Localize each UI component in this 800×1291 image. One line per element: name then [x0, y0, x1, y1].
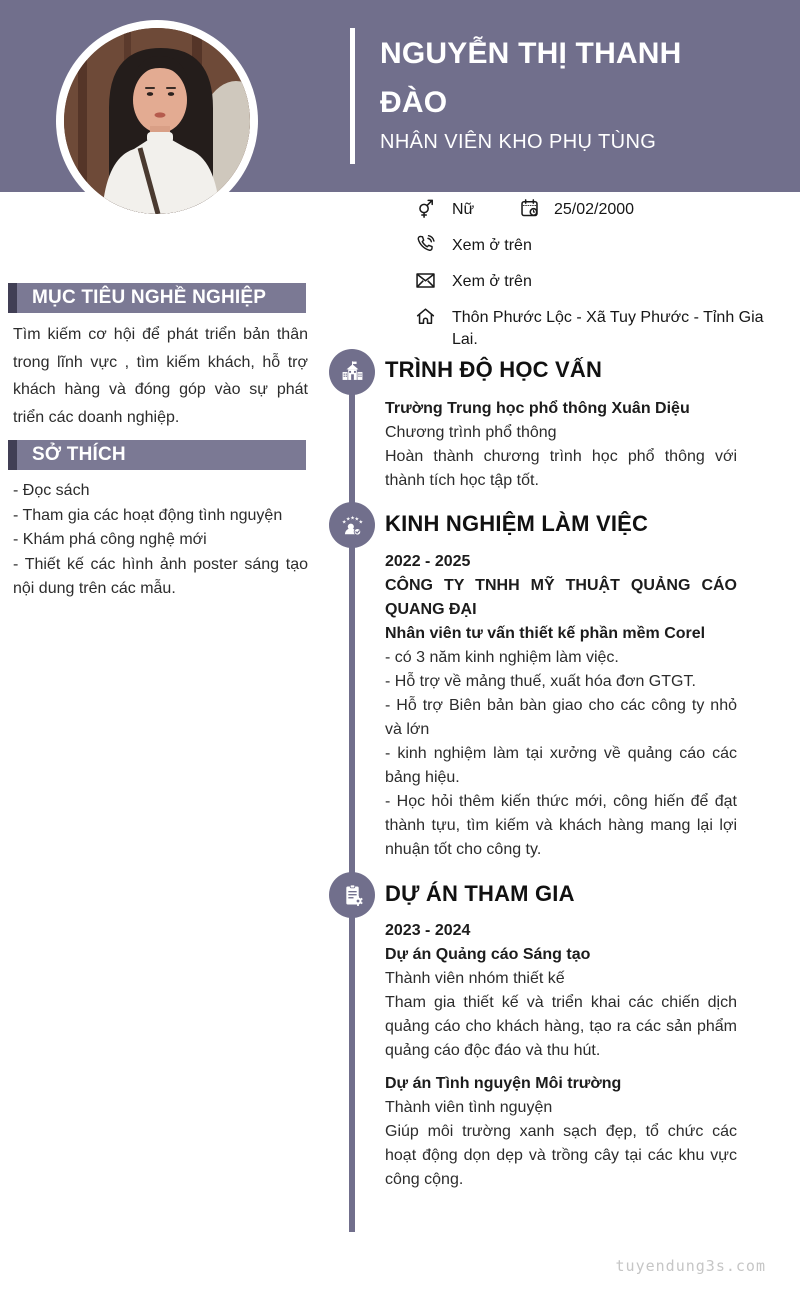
profile-photo — [56, 20, 258, 222]
hobbies-section-header: SỞ THÍCH — [8, 440, 306, 470]
education-program: Chương trình phổ thông — [385, 424, 557, 441]
person-name-line1: NGUYỄN THỊ THANH — [380, 37, 682, 70]
experience-heading: KINH NGHIỆM LÀM VIỆC — [385, 511, 649, 536]
svg-text:★: ★ — [345, 516, 351, 523]
hobby-item: - Đọc sách — [13, 482, 90, 499]
project-description: Giúp môi trường xanh sạch đẹp, tổ chức các hoạt động dọn dẹp và trồng cây tại các khu vực công cộng. — [385, 1123, 737, 1188]
calendar-icon — [518, 197, 541, 225]
experience-bullet: - Hỗ trợ Biên bản bàn giao cho các công ty nhỏ và lớn — [385, 697, 737, 738]
experience-bullets — [385, 646, 737, 862]
experience-role: Nhân viên tư vấn thiết kế phần mềm Corel — [385, 625, 706, 642]
phone-value: Xem ở trên — [452, 237, 532, 254]
hobbies-list — [13, 479, 308, 602]
gender-icon — [414, 197, 437, 225]
hobby-item: - Thiết kế các hình ảnh poster sáng tạo nội dung trên các mẫu. — [13, 555, 308, 597]
birthday-value: 25/02/2000 — [554, 201, 635, 218]
experience-bullet: - kinh nghiệm làm tại xưởng về quảng cáo các bảng hiệu. — [385, 745, 737, 786]
project-role: Thành viên nhóm thiết kế — [385, 970, 565, 987]
project-description: Tham gia thiết kế và triển khai các chiến dịch quảng cáo cho khách hàng, tạo ra các sản phẩm quảng cáo độc đáo và thu hút. — [385, 994, 737, 1059]
objective-section-header: MỤC TIÊU NGHỀ NGHIỆP — [8, 283, 306, 313]
person-name-line2: ĐÀO — [380, 86, 448, 119]
svg-text:★: ★ — [353, 516, 359, 523]
projects-timeline-dot — [329, 872, 375, 918]
projects-period: 2023 - 2024 — [385, 922, 471, 939]
person-name — [380, 29, 760, 127]
school-icon — [339, 359, 366, 386]
timeline-line — [349, 372, 355, 1232]
experience-bullet: - Hỗ trợ về mảng thuế, xuất hóa đơn GTGT. — [385, 673, 696, 690]
job-title: NHÂN VIÊN KHO PHỤ TÙNG — [380, 131, 657, 153]
project-name: Dự án Quảng cáo Sáng tạo — [385, 946, 591, 963]
experience-timeline-dot — [329, 502, 375, 548]
education-timeline-dot — [329, 349, 375, 395]
experience-bullet: - có 3 năm kinh nghiệm làm việc. — [385, 649, 619, 666]
project-icon — [339, 882, 366, 909]
header-divider — [350, 28, 355, 164]
address-value: Thôn Phước Lộc - Xã Tuy Phước - Tỉnh Gia Lai. — [452, 309, 764, 348]
education-heading: TRÌNH ĐỘ HỌC VẤN — [385, 357, 603, 382]
hobby-item: - Khám phá công nghệ mới — [13, 531, 207, 548]
site-watermark: tuyendung3s.com — [615, 1257, 766, 1275]
avatar — [64, 28, 250, 214]
hobby-item: - Tham gia các hoạt động tình nguyện — [13, 506, 283, 524]
svg-text:★: ★ — [341, 518, 346, 525]
phone-icon — [414, 233, 437, 261]
experience-icon — [339, 512, 366, 539]
project-role: Thành viên tình nguyện — [385, 1099, 553, 1116]
home-icon — [414, 305, 437, 333]
project-name: Dự án Tình nguyện Môi trường — [385, 1075, 622, 1092]
projects-heading: DỰ ÁN THAM GIA — [385, 881, 575, 906]
experience-company: CÔNG TY TNHH MỸ THUẬT QUẢNG CÁO QUANG ĐẠI — [385, 577, 737, 618]
svg-text:★: ★ — [358, 518, 363, 525]
gender-value: Nữ — [452, 201, 475, 218]
profile-photo-image — [64, 28, 250, 214]
experience-period: 2022 - 2025 — [385, 553, 471, 570]
objective-text: Tìm kiếm cơ hội để phát triển bản thân trong lĩnh vực , tìm kiếm khách, hỗ trợ khách hàng và đóng góp vào sự phát triển các doanh nghiệp. — [13, 326, 308, 426]
email-value: Xem ở trên — [452, 273, 532, 290]
education-school: Trường Trung học phổ thông Xuân Diệu — [385, 400, 690, 417]
experience-bullet: - Học hỏi thêm kiến thức mới, công hiến để đạt thành tựu, tìm kiếm và khách hàng mang lại lợi nhuận tốt cho công ty. — [385, 793, 737, 858]
education-description: Hoàn thành chương trình học phổ thông với thành tích học tập tốt. — [385, 448, 737, 489]
svg-text:★: ★ — [349, 515, 355, 522]
email-icon — [414, 269, 437, 297]
